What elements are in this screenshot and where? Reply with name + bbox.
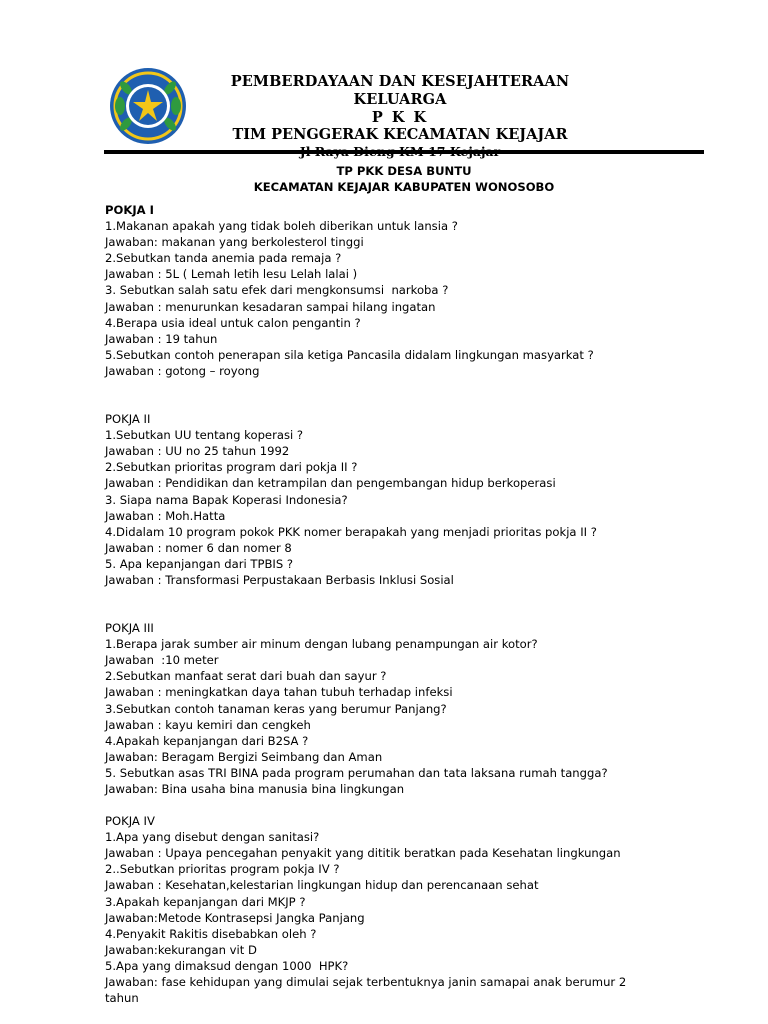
question-line: 5. Sebutkan asas TRI BINA pada program perumahan dan tata laksana rumah tangga? <box>105 765 608 780</box>
answer-line: Jawaban : Moh.Hatta <box>105 508 226 523</box>
qa-list <box>105 636 665 797</box>
letterhead <box>0 0 768 160</box>
answer-line: Jawaban : Kesehatan,kelestarian lingkungan hidup dan perencanaan sehat <box>105 878 539 893</box>
answer-line: Jawaban : kayu kemiri dan cengkeh <box>105 717 311 732</box>
question-line: 2..Sebutkan prioritas program pokja IV ? <box>105 862 340 877</box>
document-subtitle-2: KECAMATAN KEJAJAR KABUPATEN WONOSOBO <box>253 180 555 194</box>
answer-line: Jawaban :10 meter <box>105 653 219 668</box>
answer-line: Jawaban : 5L ( Lemah letih lesu Lelah lalai ) <box>105 267 358 282</box>
section-pokja-4 <box>105 813 665 1006</box>
answer-line: Jawaban: Bina usaha bina manusia bina lingkungan <box>105 782 405 796</box>
section-heading: POKJA II <box>105 412 151 427</box>
answer-line: Jawaban : meningkatkan daya tahan tubuh terhadap infeksi <box>105 685 453 700</box>
document-subtitle-1: TP PKK DESA BUNTU <box>336 164 472 178</box>
answer-line: Jawaban: Beragam Bergizi Seimbang dan Aman <box>105 749 383 764</box>
answer-line: Jawaban : 19 tahun <box>105 331 218 346</box>
question-line: 3.Sebutkan contoh tanaman keras yang berumur Panjang? <box>105 701 447 716</box>
section-pokja-2 <box>105 411 665 588</box>
answer-line: Jawaban : gotong – royong <box>105 363 260 378</box>
answer-line: Jawaban: makanan yang berkolesterol tinggi <box>105 235 364 250</box>
answer-line: Jawaban : UU no 25 tahun 1992 <box>105 444 290 459</box>
question-line: 1.Apa yang disebut dengan sanitasi? <box>105 830 320 845</box>
document-body <box>105 202 665 1006</box>
qa-list <box>105 427 665 588</box>
question-line: 5.Sebutkan contoh penerapan sila ketiga Pancasila didalam lingkungan masyarkat ? <box>105 347 594 362</box>
section-pokja-1 <box>105 202 665 379</box>
letterhead-text <box>190 73 610 160</box>
question-line: 5. Apa kepanjangan dari TPBIS ? <box>105 556 294 571</box>
answer-line: Jawaban : nomer 6 dan nomer 8 <box>105 540 292 555</box>
question-line: 3. Siapa nama Bapak Koperasi Indonesia? <box>105 492 348 507</box>
org-abbrev: P K K <box>371 109 429 126</box>
answer-line: Jawaban: fase kehidupan yang dimulai sejak terbentuknya janin samapai anak berumur 2 <box>105 975 627 990</box>
question-line: 4.Didalam 10 program pokok PKK nomer berapakah yang menjadi prioritas pokja II ? <box>105 524 597 539</box>
question-line: 2.Sebutkan manfaat serat dari buah dan sayur ? <box>105 669 387 684</box>
question-line: 5.Apa yang dimaksud dengan 1000 HPK? <box>105 958 349 973</box>
question-line: 4.Berapa usia ideal untuk calon pengantin ? <box>105 315 361 330</box>
question-line: 1.Makanan apakah yang tidak boleh diberikan untuk lansia ? <box>105 219 458 234</box>
answer-line-continued: tahun <box>105 991 139 1006</box>
question-line: 2.Sebutkan prioritas program dari pokja II ? <box>105 460 358 475</box>
question-line: 2.Sebutkan tanda anemia pada remaja ? <box>105 251 342 266</box>
section-heading: POKJA III <box>105 621 154 636</box>
org-unit: TIM PENGGERAK KECAMATAN KEJAJAR <box>232 126 568 143</box>
org-name: PEMBERDAYAAN DAN KESEJAHTERAAN KELUARGA <box>230 73 570 108</box>
section-pokja-3 <box>105 620 665 797</box>
question-line: 1.Berapa jarak sumber air minum dengan lubang penampungan air kotor? <box>105 637 538 652</box>
answer-line: Jawaban : Pendidikan dan ketrampilan dan pengembangan hidup berkoperasi <box>105 476 556 491</box>
pkk-emblem-icon <box>108 66 188 146</box>
answer-line: Jawaban:kekurangan vit D <box>105 942 257 957</box>
qa-list <box>105 218 665 379</box>
section-heading: POKJA I <box>105 203 154 217</box>
answer-line: Jawaban : Transformasi Perpustakaan Berbasis Inklusi Sosial <box>105 572 454 587</box>
answer-line: Jawaban : Upaya pencegahan penyakit yang dititik beratkan pada Kesehatan lingkungan <box>105 846 621 861</box>
question-line: 1.Sebutkan UU tentang koperasi ? <box>105 428 304 443</box>
letterhead-divider <box>104 150 704 154</box>
answer-line: Jawaban : menurunkan kesadaran sampai hilang ingatan <box>105 299 436 314</box>
section-heading: POKJA IV <box>105 814 155 829</box>
question-line: 3. Sebutkan salah satu efek dari mengkonsumsi narkoba ? <box>105 283 449 298</box>
question-line: 3.Apakah kepanjangan dari MKJP ? <box>105 894 306 909</box>
question-line: 4.Apakah kepanjangan dari B2SA ? <box>105 733 309 748</box>
answer-line: Jawaban:Metode Kontrasepsi Jangka Panjang <box>105 910 365 925</box>
question-line: 4.Penyakit Rakitis disebabkan oleh ? <box>105 926 317 941</box>
qa-list <box>105 829 665 1006</box>
